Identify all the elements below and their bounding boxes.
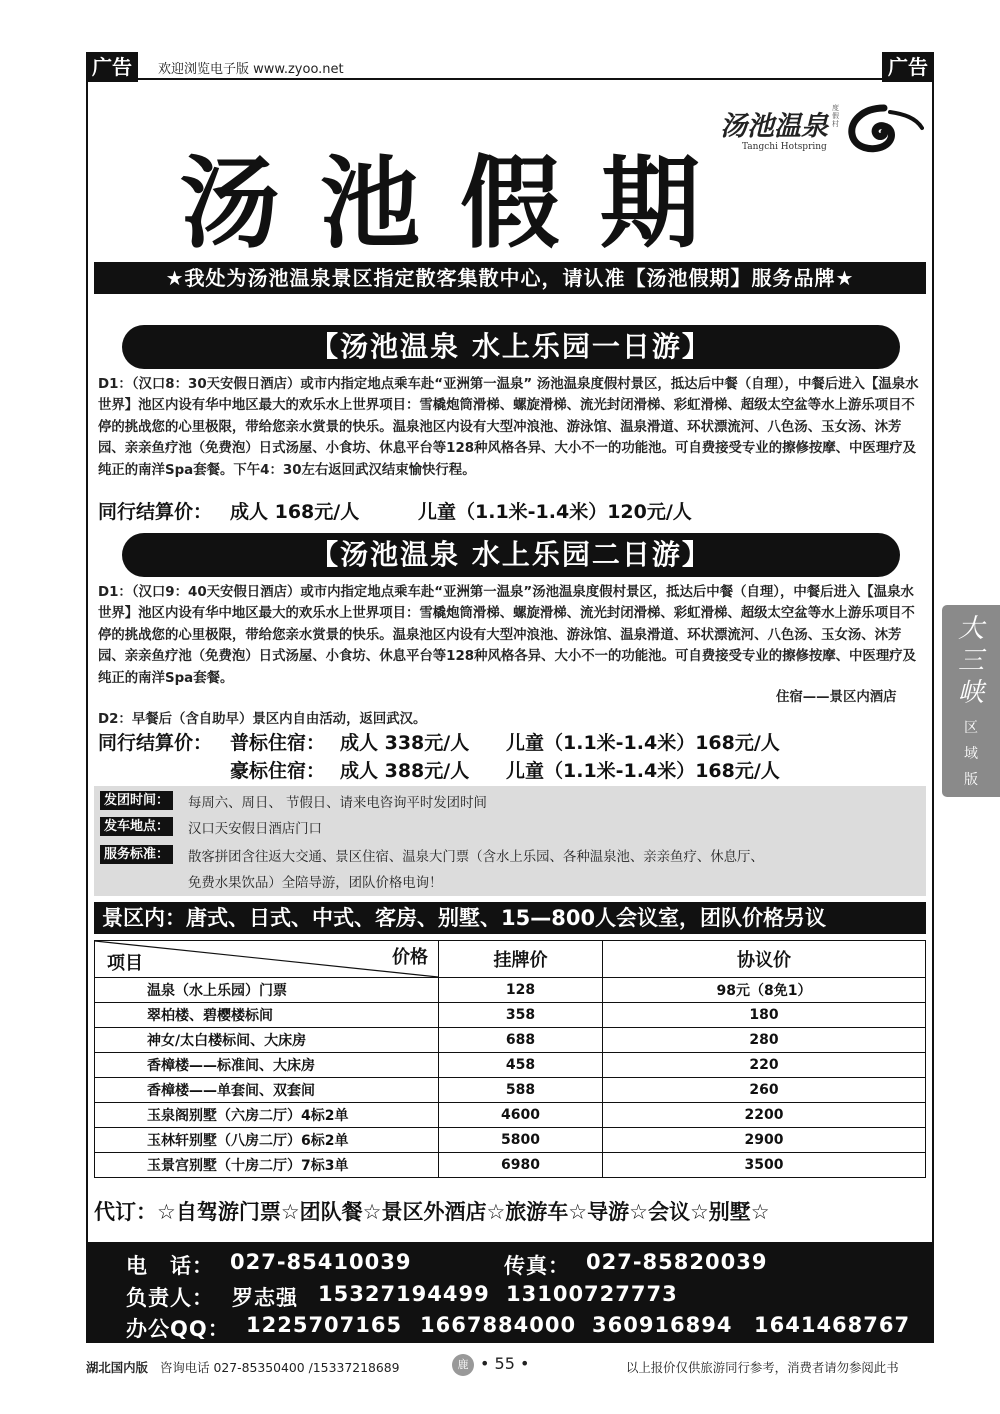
tour2-std-label: 普标住宿： (230, 732, 326, 754)
header-price: 价格 (392, 947, 428, 968)
table-row (95, 1053, 926, 1078)
region-side-tab[interactable] (942, 605, 1000, 797)
site-text[interactable]: 欢迎浏览电子版 www.zyoo.net (158, 62, 344, 77)
diagonal-divider (95, 941, 438, 977)
mobile-1[interactable]: 15327194499 (318, 1282, 490, 1306)
tour2-lodging: 住宿——景区内酒店 (776, 690, 897, 705)
header-agreed-price: 协议价 (603, 941, 926, 978)
tour2-title: 【汤池温泉 水上乐园二日游】 (122, 533, 900, 577)
fax-number[interactable]: 027-85820039 (586, 1250, 768, 1274)
table-row (95, 1028, 926, 1053)
booking-services: 代订：☆自驾游门票☆团队餐☆景区外酒店☆旅游车☆导游☆会议☆别墅☆ (94, 1200, 770, 1224)
rate-item-name: 香樟楼——标准间、大床房 (95, 1053, 439, 1078)
swirl-emblem-icon (844, 102, 924, 154)
rates-table (94, 940, 926, 1178)
mobile-2[interactable]: 13100727773 (506, 1282, 678, 1306)
tour2-price-label: 同行结算价： (98, 732, 213, 754)
tour2-lux-label: 豪标住宿： (230, 760, 326, 782)
table-row (95, 1003, 926, 1028)
side-tab-sub1: 区 (964, 720, 978, 736)
rate-item-name: 香樟楼——单套间、双套间 (95, 1078, 439, 1103)
rate-agreed-price: 3500 (603, 1153, 926, 1178)
person-label: 负责人： (126, 1286, 214, 1310)
depart-value: 每周六、周日、 节假日、请来电咨询平时发团时间 (188, 796, 487, 811)
rate-list-price: 358 (439, 1003, 603, 1028)
tour1-price-label: 同行结算价： (98, 501, 213, 523)
ad-tag-left: 广告 (86, 52, 138, 82)
rate-list-price: 128 (439, 978, 603, 1003)
rate-list-price: 688 (439, 1028, 603, 1053)
side-tab-title: 大三峡 (957, 614, 984, 708)
rate-item-name: 翠柏楼、碧樱楼标间 (95, 1003, 439, 1028)
rate-agreed-price: 280 (603, 1028, 926, 1053)
scenic-banner: 景区内：唐式、日式、中式、客房、别墅、15—800人会议室，团队价格另议 (94, 902, 926, 934)
header-item-price (95, 941, 439, 978)
rates-header-row (95, 941, 926, 978)
page-number: • 55 • (480, 1354, 530, 1373)
service-label: 服务标准： (100, 845, 173, 864)
tour1-title: 【汤池温泉 水上乐园一日游】 (122, 325, 900, 369)
side-tab-sub2: 域 (964, 746, 978, 762)
tour2-day2: D2：早餐后（含自助早）景区内自由活动，返回武汉。 (98, 712, 427, 727)
tour1-description: D1：（汉口8：30天安假日酒店）或市内指定地点乘车赴“亚洲第一温泉” 汤池温泉度假村景区，抵达后中餐（自理），中餐后进入【温泉水世界】池区内设有华中地区最大的欢乐水上世界项目：雪橇炮筒滑梯、螺旋滑梯、流光封闭滑梯、彩虹滑梯、超级太空盆等水上游乐项目不停的挑战您的心里极限，带给您亲水赏景的快乐。温泉池区内设有大型冲浪池、游泳馆、温泉滑道、环状漂流河、八色汤、玉女汤、沐芳园、亲亲鱼疗池（免费泡）日式汤屋、小食坊、休息平台等128种风格各异、大小不一的功能池。可自费接受专业的擦修按摩、中医理疗及纯正的南洋Spa套餐。下午4：30左右返回武汉结束愉快行程。 (98, 377, 919, 478)
qq-4[interactable]: 1641468767 (754, 1313, 911, 1337)
footer-disclaimer: 以上报价仅供旅游同行参考，消费者请勿参阅此书 (626, 1360, 899, 1375)
big-title: 汤池假期 (180, 144, 740, 262)
rate-list-price: 458 (439, 1053, 603, 1078)
tel-label: 电 话： (126, 1254, 214, 1278)
person-name: 罗志强 (232, 1286, 298, 1310)
rate-agreed-price: 2200 (603, 1103, 926, 1128)
pickup-label: 发车地点： (100, 817, 173, 836)
info-box (94, 786, 926, 896)
table-row (95, 1103, 926, 1128)
rate-agreed-price: 260 (603, 1078, 926, 1103)
service-value-line1: 散客拼团含往返大交通、景区住宿、温泉大门票（含水上乐园、各种温泉池、亲亲鱼疗、休息厅、 (188, 850, 764, 865)
depart-label: 发团时间： (100, 791, 173, 810)
logo-en: Tangchi Hotspring (742, 142, 827, 152)
side-tab-sub3: 版 (964, 772, 978, 788)
rate-agreed-price: 98元（8免1） (603, 978, 926, 1003)
tel-number[interactable]: 027-85410039 (230, 1250, 412, 1274)
rate-list-price: 6980 (439, 1153, 603, 1178)
fax-label: 传真： (504, 1254, 570, 1278)
rate-list-price: 5800 (439, 1128, 603, 1153)
table-row (95, 1078, 926, 1103)
tour2-lux-child: 儿童（1.1米-1.4米）168元/人 (506, 760, 780, 782)
table-row (95, 1128, 926, 1153)
tour2-std-child: 儿童（1.1米-1.4米）168元/人 (506, 732, 780, 754)
ad-tag-right: 广告 (882, 52, 934, 82)
table-row (95, 1153, 926, 1178)
tour2-std-adult: 成人 338元/人 (340, 732, 470, 754)
slogan-banner: ★我处为汤池温泉景区指定散客集散中心，请认准【汤池假期】服务品牌★ (94, 262, 926, 294)
footer-edition: 湖北国内版 (86, 1360, 148, 1375)
rate-item-name: 神女/太白楼标间、大床房 (95, 1028, 439, 1053)
rate-list-price: 588 (439, 1078, 603, 1103)
table-row (95, 978, 926, 1003)
tour2-lux-adult: 成人 388元/人 (340, 760, 470, 782)
rate-item-name: 玉林轩别墅（八房二厅）6标2单 (95, 1128, 439, 1153)
deer-emblem-icon: 鹿 (452, 1354, 474, 1376)
tour1-price-adult: 成人 168元/人 (230, 501, 360, 523)
header-item: 项目 (107, 953, 143, 974)
footer-consult: 咨询电话 027-85350400 /15337218689 (160, 1360, 400, 1375)
header-list-price: 挂牌价 (439, 941, 603, 978)
tour1-price-child: 儿童（1.1米-1.4米）120元/人 (418, 501, 692, 523)
rate-item-name: 玉泉阁别墅（六房二厅）4标2单 (95, 1103, 439, 1128)
logo-small: 度假村 (832, 104, 839, 128)
rate-agreed-price: 2900 (603, 1128, 926, 1153)
rate-list-price: 4600 (439, 1103, 603, 1128)
pickup-value: 汉口天安假日酒店门口 (188, 822, 322, 837)
contact-block (86, 1242, 934, 1343)
qq-label: 办公QQ： (126, 1317, 230, 1341)
qq-1[interactable]: 1225707165 (246, 1313, 403, 1337)
tour2-description: D1：（汉口9：40天安假日酒店）或市内指定地点乘车赴“亚洲第一温泉”汤池温泉度假村景区，抵达后中餐（自理），中餐后进入【温泉水世界】池区内设有华中地区最大的欢乐水上世界项目：雪橇炮筒滑梯、螺旋滑梯、流光封闭滑梯、彩虹滑梯、超级太空盆等水上游乐项目不停的挑战您的心里极限，带给您亲水赏景的快乐。温泉池区内设有大型冲浪池、游泳馆、温泉滑道、环状漂流河、八色汤、玉女汤、沐芳园、亲亲鱼疗池（免费泡）日式汤屋、小食坊、休息平台等128种风格各异、大小不一的功能池。可自费接受专业的擦修按摩、中医理疗及纯正的南洋Spa套餐。 (98, 585, 916, 686)
rate-agreed-price: 220 (603, 1053, 926, 1078)
logo-script: 汤池温泉 (720, 111, 828, 142)
rate-item-name: 温泉（水上乐园）门票 (95, 978, 439, 1003)
service-value-line2: 免费水果饮品）全陪导游，团队价格电询！ (188, 876, 443, 891)
rate-agreed-price: 180 (603, 1003, 926, 1028)
qq-2[interactable]: 1667884000 (420, 1313, 577, 1337)
qq-3[interactable]: 360916894 (592, 1313, 733, 1337)
rate-item-name: 玉景宫别墅（十房二厅）7标3单 (95, 1153, 439, 1178)
